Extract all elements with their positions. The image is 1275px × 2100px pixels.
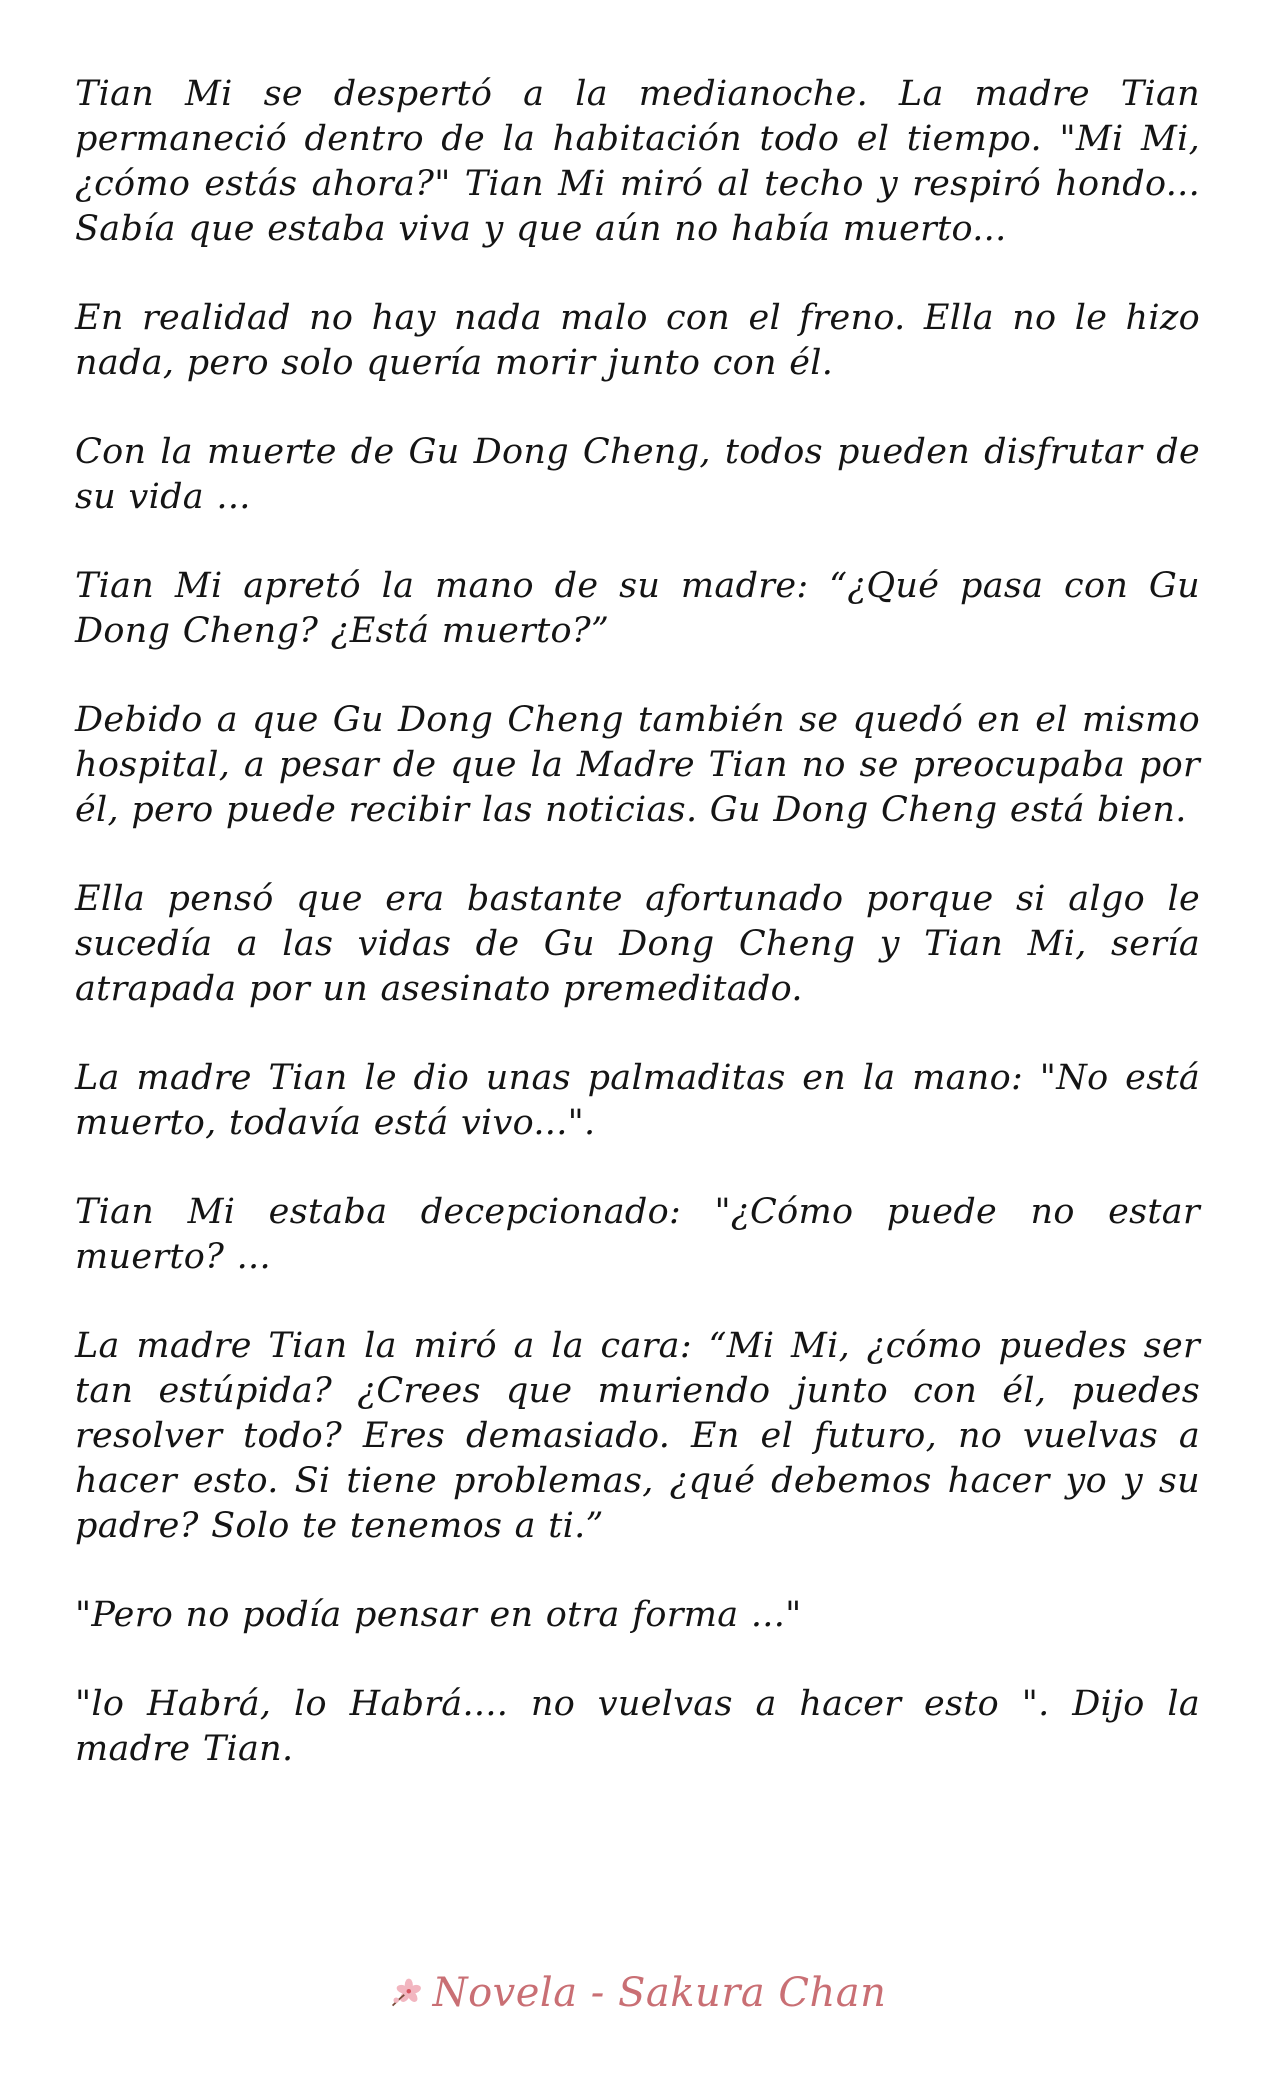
paragraph-4: Tian Mi apretó la mano de su madre: “¿Qué pasa con Gu Dong Cheng? ¿Está muerto?” [75, 566, 1200, 651]
paragraph-2: En realidad no hay nada malo con el freno. Ella no le hizo nada, pero solo quería morir junto con él. [75, 298, 1200, 383]
paragraph-9: La madre Tian la miró a la cara: “Mi Mi, ¿cómo puedes ser tan estúpida? ¿Crees que muriendo junto con él, puedes resolver todo? Eres demasiado. En el futuro, no vuelvas a hacer esto. Si tiene problemas, ¿qué debemos hacer yo y su padre? Solo te tenemos a ti.” [75, 1326, 1200, 1546]
paragraph-11: "lo Habrá, lo Habrá.... no vuelvas a hacer esto ". Dijo la madre Tian. [75, 1684, 1200, 1769]
paragraph-1: Tian Mi se despertó a la medianoche. La madre Tian permaneció dentro de la habitación todo el tiempo. "Mi Mi, ¿cómo estás ahora?" Tian Mi miró al techo y respiró hondo... Sabía que estaba viva y que aún no había muerto... [75, 74, 1200, 249]
footer-text: Novela - Sakura Chan [432, 1970, 887, 2016]
footer-watermark [0, 1970, 1275, 2016]
paragraph-3: Con la muerte de Gu Dong Cheng, todos pueden disfrutar de su vida ... [75, 432, 1200, 517]
paragraph-6: Ella pensó que era bastante afortunado porque si algo le sucedía a las vidas de Gu Dong Cheng y Tian Mi, sería atrapada por un asesinato premeditado. [75, 879, 1200, 1009]
paragraph-8: Tian Mi estaba decepcionado: "¿Cómo puede no estar muerto? ... [75, 1192, 1200, 1277]
footer-brand [389, 1970, 887, 2016]
paragraph-5: Debido a que Gu Dong Cheng también se quedó en el mismo hospital, a pesar de que la Madre Tian no se preocupaba por él, pero puede recibir las noticias. Gu Dong Cheng está bien. [75, 700, 1200, 830]
paragraph-7: La madre Tian le dio unas palmaditas en la mano: "No está muerto, todavía está vivo...". [75, 1058, 1200, 1143]
sakura-blossom-icon [389, 1975, 425, 2011]
paragraph-10: "Pero no podía pensar en otra forma ..." [75, 1595, 802, 1635]
